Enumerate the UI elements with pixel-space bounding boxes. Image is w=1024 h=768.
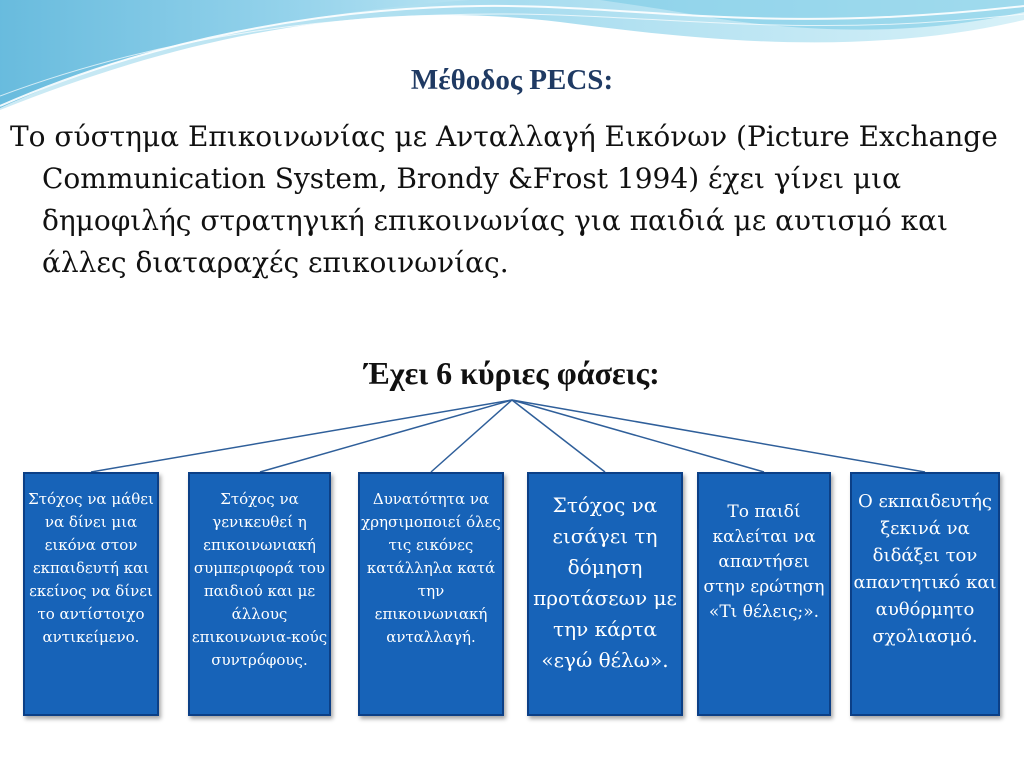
connector-line-6 xyxy=(512,400,925,472)
phase-box-5 xyxy=(697,472,831,716)
phase-text-4: Στόχος να εισάγει τη δόμηση προτάσεων με την κάρτα «εγώ θέλω». xyxy=(533,493,677,672)
phase-box-4 xyxy=(527,472,683,716)
phase-text-5: Το παιδί καλείται να απαντήσει στην ερώτηση «Τι θέλεις;». xyxy=(703,502,825,622)
phase-text-6: Ο εκπαιδευτής ξεκινά να διδάξει τον απαντητικό και αυθόρμητο σχολιασμό. xyxy=(853,491,997,647)
connector-line-1 xyxy=(91,400,512,472)
connector-line-4 xyxy=(512,400,605,472)
phase-box-3 xyxy=(358,472,504,716)
connector-line-5 xyxy=(512,400,764,472)
phase-box-1 xyxy=(23,472,159,716)
intro-paragraph: Το σύστημα Επικοινωνίας με Ανταλλαγή Εικόνων (Picture Exchange Communication System, Brondy &Frost 1994) έχει γίνει μια δημοφιλής στρατηγική επικοινωνίας για παιδιά με αυτισμό και άλλες διαταραχές επικοινωνίας. xyxy=(10,120,998,279)
phases-heading: Έχει 6 κύριες φάσεις: xyxy=(364,355,660,391)
phase-text-1: Στόχος να μάθει να δίνει μια εικόνα στον εκπαιδευτή και εκείνος να δίνει το αντίστοιχο αντικείμενο. xyxy=(28,490,154,646)
phase-text-3: Δυνατότητα να χρησιμοποιεί όλες τις εικόνες κατάλληλα κατά την επικοινωνιακή ανταλλαγή. xyxy=(361,490,501,646)
phase-box-2 xyxy=(188,472,331,716)
phase-box-6 xyxy=(850,472,1000,716)
slide-title: Μέθοδος PECS: xyxy=(410,64,614,96)
phase-text-2: Στόχος να γενικευθεί η επικοινωνιακή συμπεριφορά του παιδιού και με άλλους επικοινωνια-κούς συντρόφους. xyxy=(191,490,328,669)
